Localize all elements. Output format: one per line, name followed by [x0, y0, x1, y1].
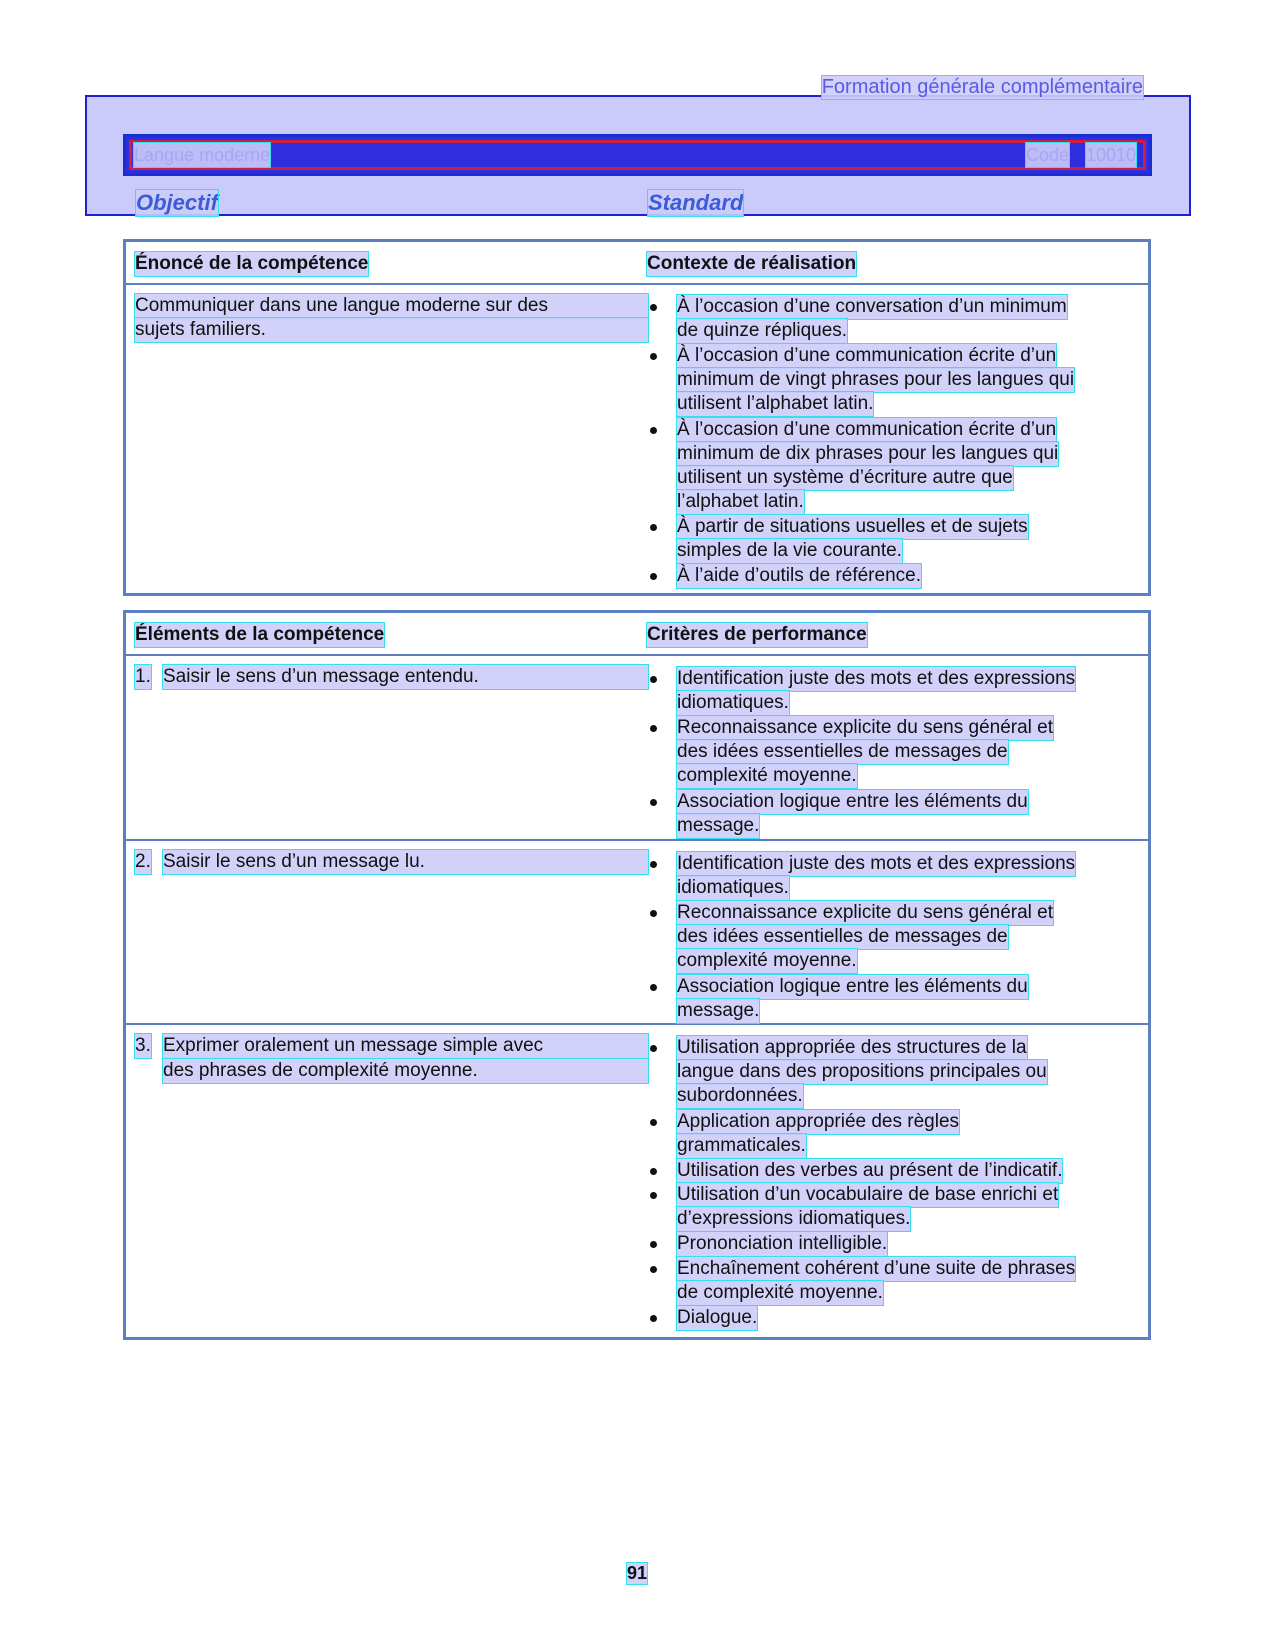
bullet-icon	[650, 427, 657, 434]
elements-header: Éléments de la compétence	[135, 624, 385, 645]
statement-line: sujets familiers.	[135, 318, 648, 342]
bullet-icon	[650, 573, 657, 580]
bullet-icon	[650, 861, 657, 868]
list-item: simples de la vie courante.	[677, 540, 902, 561]
list-item: Utilisation des verbes au présent de l’indicatif.	[677, 1160, 1063, 1181]
list-item: Identification juste des mots et des expressions	[677, 668, 1076, 689]
list-item: À l’occasion d’une communication écrite d’un	[677, 419, 1057, 440]
bullet-icon	[650, 1315, 657, 1322]
list-item: Reconnaissance explicite du sens général et	[677, 902, 1054, 923]
list-item: Dialogue.	[677, 1307, 758, 1328]
list-item: Application appropriée des règles	[677, 1111, 960, 1132]
row-divider	[123, 1023, 1151, 1025]
table-divider	[123, 283, 1151, 285]
list-item: d’expressions idiomatiques.	[677, 1208, 911, 1229]
bullet-icon	[650, 984, 657, 991]
list-item: des idées essentielles de messages de	[677, 926, 1008, 947]
course-name: Langue moderne	[134, 145, 271, 165]
element-text: des phrases de complexité moyenne.	[163, 1059, 648, 1083]
bullet-icon	[650, 1192, 657, 1199]
criteria-header: Critères de performance	[647, 624, 867, 645]
list-item: idiomatiques.	[677, 692, 789, 713]
list-item: À l’aide d’outils de référence.	[677, 565, 921, 586]
table-divider	[123, 654, 1151, 656]
bullet-icon	[650, 524, 657, 531]
row-number: 1.	[135, 666, 151, 687]
bullet-icon	[650, 676, 657, 683]
list-item: Association logique entre les éléments du	[677, 976, 1028, 997]
course-bar-frame	[129, 140, 1146, 170]
bullet-icon	[650, 1241, 657, 1248]
document-title: Formation générale complémentaire	[821, 76, 1143, 98]
list-item: minimum de vingt phrases pour les langues qui	[677, 369, 1075, 390]
section-standard: Standard	[648, 190, 744, 215]
code-value: 10010	[1086, 145, 1137, 165]
list-item: À l’occasion d’une conversation d’un minimum	[677, 296, 1067, 317]
list-item: utilisent un système d’écriture autre que	[677, 467, 1013, 488]
bullet-icon	[650, 1266, 657, 1273]
bullet-icon	[650, 1168, 657, 1175]
list-item: complexité moyenne.	[677, 765, 857, 786]
section-objectif: Objectif	[136, 190, 218, 215]
list-item: Association logique entre les éléments du	[677, 791, 1028, 812]
element-text: Saisir le sens d’un message entendu.	[163, 665, 648, 689]
list-item: complexité moyenne.	[677, 950, 857, 971]
bullet-icon	[650, 725, 657, 732]
list-item: Utilisation appropriée des structures de la	[677, 1037, 1027, 1058]
list-item: grammaticales.	[677, 1135, 806, 1156]
list-item: À partir de situations usuelles et de sujets	[677, 516, 1028, 537]
code-label: Code	[1026, 145, 1070, 165]
list-item: message.	[677, 1000, 760, 1021]
list-item: Reconnaissance explicite du sens général et	[677, 717, 1054, 738]
bullet-icon	[650, 1119, 657, 1126]
list-item: l’alphabet latin.	[677, 491, 804, 512]
list-item: de complexité moyenne.	[677, 1282, 883, 1303]
context-header: Contexte de réalisation	[647, 253, 857, 274]
list-item: Identification juste des mots et des expressions	[677, 853, 1076, 874]
list-item: subordonnées.	[677, 1085, 803, 1106]
element-text: Saisir le sens d’un message lu.	[163, 850, 648, 874]
list-item: langue dans des propositions principales ou	[677, 1061, 1047, 1082]
list-item: utilisent l’alphabet latin.	[677, 393, 874, 414]
list-item: À l’occasion d’une communication écrite d’un	[677, 345, 1057, 366]
bullet-icon	[650, 353, 657, 360]
bullet-icon	[650, 910, 657, 917]
row-number: 3.	[135, 1035, 151, 1056]
list-item: Enchaînement cohérent d’une suite de phrases	[677, 1258, 1076, 1279]
list-item: de quinze répliques.	[677, 320, 848, 341]
list-item: message.	[677, 815, 760, 836]
element-text: Exprimer oralement un message simple avec	[163, 1034, 648, 1058]
bullet-icon	[650, 799, 657, 806]
statement-header: Énoncé de la compétence	[135, 253, 369, 274]
row-number: 2.	[135, 851, 151, 872]
list-item: Utilisation d’un vocabulaire de base enrichi et	[677, 1184, 1059, 1205]
list-item: idiomatiques.	[677, 877, 789, 898]
list-item: des idées essentielles de messages de	[677, 741, 1008, 762]
bullet-icon	[650, 304, 657, 311]
list-item: Prononciation intelligible.	[677, 1233, 888, 1254]
list-item: minimum de dix phrases pour les langues qui	[677, 443, 1059, 464]
row-divider	[123, 839, 1151, 841]
bullet-icon	[650, 1045, 657, 1052]
page-number: 91	[627, 1563, 648, 1583]
statement-line: Communiquer dans une langue moderne sur des	[135, 294, 648, 318]
